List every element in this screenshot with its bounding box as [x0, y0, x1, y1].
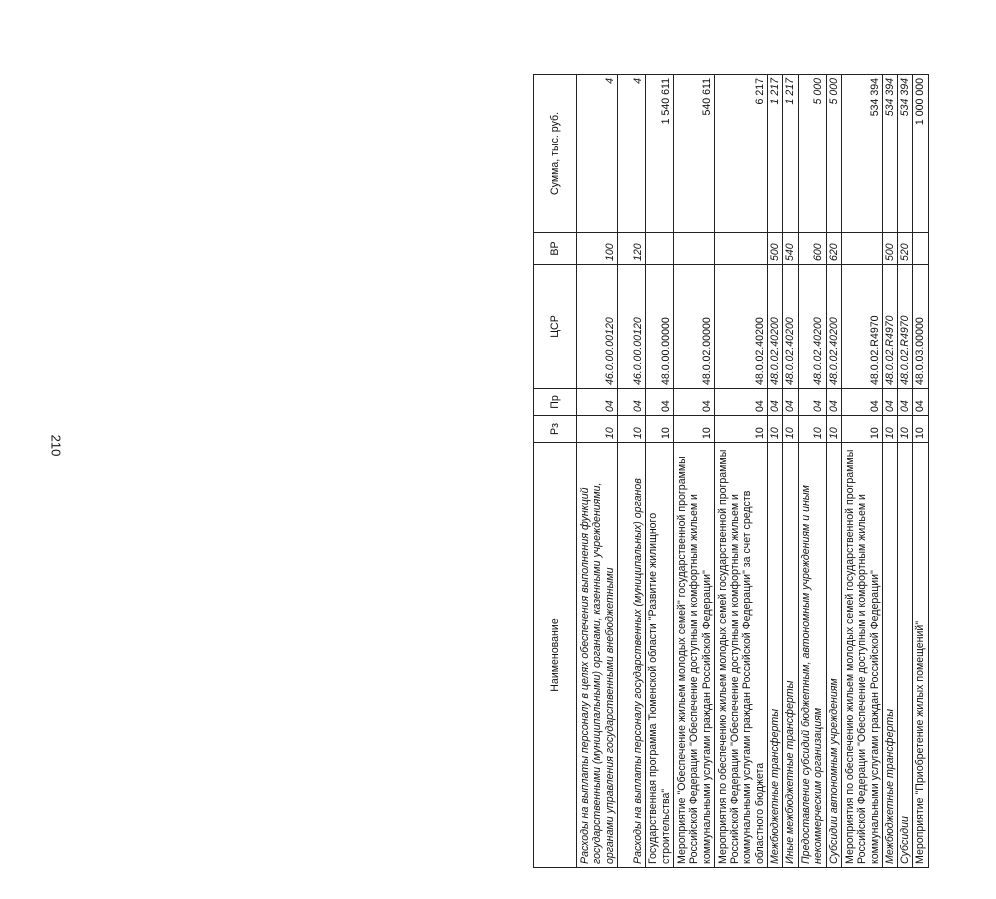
row-name: Субсидии: [898, 443, 913, 868]
row-sum: 534 394: [841, 75, 882, 233]
row-rz: 10: [646, 416, 674, 443]
row-name: Государственная программа Тюменской области "Развитие жилищного строительства": [646, 443, 674, 868]
row-vr: 500: [768, 233, 783, 265]
row-pr: 04: [715, 389, 768, 416]
row-vr: [913, 233, 928, 265]
row-sum: 1 540 611: [646, 75, 674, 233]
row-rz: 10: [841, 416, 882, 443]
col-header-vr: ВР: [534, 233, 577, 265]
table-row: [783, 75, 798, 868]
row-rz: 10: [768, 416, 783, 443]
row-csr: 48.0.02.40200: [798, 265, 826, 389]
row-sum: 1 217: [768, 75, 783, 233]
row-rz: 10: [577, 416, 618, 443]
col-header-name: Наименование: [534, 443, 577, 868]
row-csr: 48.0.02.40200: [826, 265, 841, 389]
row-vr: 540: [783, 233, 798, 265]
row-csr: 48.0.02.R4970: [882, 265, 897, 389]
row-sum: 540 611: [674, 75, 715, 233]
row-pr: 04: [768, 389, 783, 416]
row-sum: 534 394: [898, 75, 913, 233]
row-vr: 100: [577, 233, 618, 265]
table-header-row: [534, 75, 577, 868]
row-rz: 10: [783, 416, 798, 443]
row-name: Расходы на выплаты персоналу государственных (муниципальных) органов: [618, 443, 646, 868]
row-csr: 48.0.02.40200: [783, 265, 798, 389]
row-rz: 10: [913, 416, 928, 443]
row-csr: 48.0.02.00000: [674, 265, 715, 389]
row-name: Предоставление субсидий бюджетным, автономным учреждениям и иным некоммерческим организациям: [798, 443, 826, 868]
budget-table: [533, 74, 929, 868]
row-pr: 04: [618, 389, 646, 416]
row-csr: 48.0.03.00000: [913, 265, 928, 389]
row-vr: 600: [798, 233, 826, 265]
row-name: Мероприятия по обеспечению жильем молодых семей государственной программы Российской Федерации "Обеспечение доступным и комфортным жильем и коммунальными услугами граждан Российской Федерации" за счет средств областного бюджета: [715, 443, 768, 868]
row-pr: 04: [783, 389, 798, 416]
row-rz: 10: [898, 416, 913, 443]
row-pr: 04: [674, 389, 715, 416]
row-csr: 46.0.00.00120: [577, 265, 618, 389]
row-csr: 46.0.00.00120: [618, 265, 646, 389]
table-row: [618, 75, 646, 868]
table-row: [577, 75, 618, 868]
row-vr: 620: [826, 233, 841, 265]
row-rz: 10: [674, 416, 715, 443]
row-sum: 6 217: [715, 75, 768, 233]
row-pr: 04: [882, 389, 897, 416]
table-row: [898, 75, 913, 868]
row-name: Мероприятие "Приобретение жилых помещений": [913, 443, 928, 868]
row-name: Иные межбюджетные трансферты: [783, 443, 798, 868]
row-csr: 48.0.00.00000: [646, 265, 674, 389]
row-rz: 10: [715, 416, 768, 443]
col-header-rz: Рз: [534, 416, 577, 443]
row-vr: 120: [618, 233, 646, 265]
row-sum: 4: [618, 75, 646, 233]
table-row: [826, 75, 841, 868]
page-number: 210: [48, 434, 64, 457]
table-row: [715, 75, 768, 868]
row-csr: 48.0.02.R4970: [841, 265, 882, 389]
row-vr: [715, 233, 768, 265]
row-name: Мероприятия по обеспечению жильем молодых семей государственной программы Российской Федерации "Обеспечение доступным и комфортным жильем и коммунальными услугами граждан Российской Федерации": [841, 443, 882, 868]
table-row: [913, 75, 928, 868]
row-sum: 5 000: [826, 75, 841, 233]
col-header-csr: ЦСР: [534, 265, 577, 389]
table-row: [674, 75, 715, 868]
col-header-pr: Пр: [534, 389, 577, 416]
row-pr: 04: [798, 389, 826, 416]
row-sum: 5 000: [798, 75, 826, 233]
row-rz: 10: [826, 416, 841, 443]
row-sum: 4: [577, 75, 618, 233]
row-vr: [646, 233, 674, 265]
table-row: [798, 75, 826, 868]
table-row: [841, 75, 882, 868]
row-pr: 04: [577, 389, 618, 416]
row-name: Межбюджетные трансферты: [882, 443, 897, 868]
row-sum: 1 000 000: [913, 75, 928, 233]
row-pr: 04: [898, 389, 913, 416]
col-header-sum: Сумма, тыс. руб.: [534, 75, 577, 233]
row-vr: [674, 233, 715, 265]
row-name: Расходы на выплаты персоналу в целях обеспечения выполнения функций государственными (муниципальными) органами, казенными учреждениями, органами управления государственными внебюджетными: [577, 443, 618, 868]
row-pr: 04: [646, 389, 674, 416]
row-pr: 04: [841, 389, 882, 416]
row-vr: 500: [882, 233, 897, 265]
rotated-page-content: [533, 75, 996, 868]
row-csr: 48.0.02.R4970: [898, 265, 913, 389]
row-csr: 48.0.02.40200: [768, 265, 783, 389]
row-vr: [841, 233, 882, 265]
row-rz: 10: [798, 416, 826, 443]
row-pr: 04: [826, 389, 841, 416]
table-row: [646, 75, 674, 868]
row-name: Мероприятие "Обеспечение жильем молодых семей" государственной программы Российской Федерации "Обеспечение доступным и комфортным жильем и коммунальными услугами граждан Российской Федерации": [674, 443, 715, 868]
row-pr: 04: [913, 389, 928, 416]
row-sum: 534 394: [882, 75, 897, 233]
row-name: Межбюджетные трансферты: [768, 443, 783, 868]
row-vr: 520: [898, 233, 913, 265]
table-row: [882, 75, 897, 868]
row-name: Субсидии автономным учреждениям: [826, 443, 841, 868]
table-row: [768, 75, 783, 868]
row-rz: 10: [618, 416, 646, 443]
row-csr: 48.0.02.40200: [715, 265, 768, 389]
row-sum: 1 217: [783, 75, 798, 233]
row-rz: 10: [882, 416, 897, 443]
